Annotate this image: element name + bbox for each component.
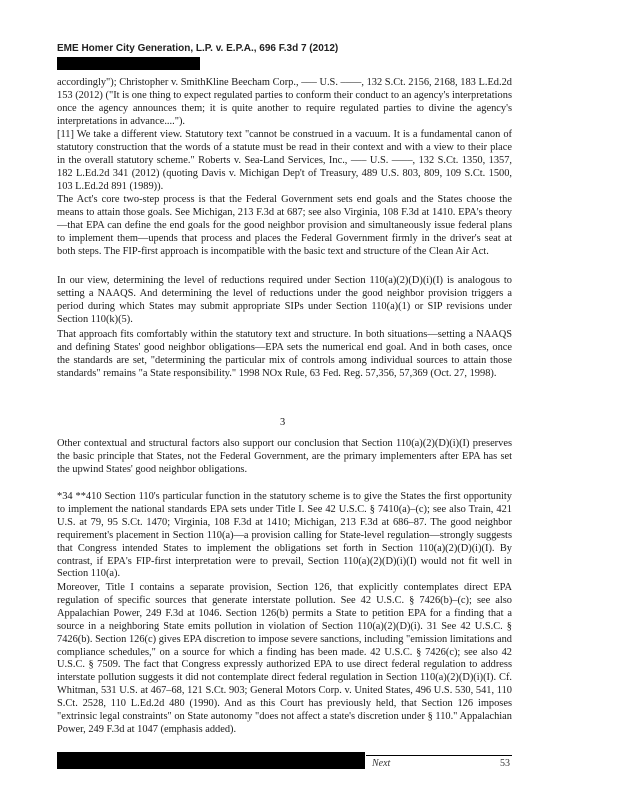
paragraph-1: accordingly"); Christopher v. SmithKline Beecham Corp., ––– U.S. ––––, 132 S.Ct. 2156, 2168, 183 L.Ed.2d 153 (2012) ("It is one thing to expect regulated parties to conform their conduct to an agency's interpretations once the agency announces them; it is quite another to require regulated parties to divine the agency's interpretations in advance...."). [57, 77, 512, 127]
paragraph-4: In our view, determining the level of reductions required under Section 110(a)(2)(D)(i)(I) is analogous to setting a NAAQS. And determining the level of reductions under the good neighbor provision triggers a period during which States may submit appropriate SIPs under Section 110(a)(1) or SIP revisions under Section 110(k)(5). [57, 275, 512, 325]
redaction-bar-footer [57, 752, 365, 769]
page-number: 53 [500, 758, 510, 769]
footer-rule [366, 755, 512, 756]
document-header-title: EME Homer City Generation, L.P. v. E.P.A., 696 F.3d 7 (2012) [57, 43, 339, 54]
next-label: Next [372, 758, 391, 769]
paragraph-8: Moreover, Title I contains a separate provision, Section 126, that explicitly contemplates direct EPA regulation of specific sources that generate interstate pollution. See 42 U.S.C. § 7426(b)–(c); see also Appalachian Power, 249 F.3d at 1046. Section 126(b) permits a State to petition EPA for a finding that a source in a neighboring State emits pollution in violation of Section 110(a)(2)(D)(i). 31 See 42 U.S.C. § 7426(b). Section 126(c) gives EPA discretion to impose severe sanctions, including "emission limitations and compliance schedules," on a source for which a finding has been made. 42 U.S.C. § 7426(c); see also 42 U.S.C. § 7509. The fact that Congress expressly authorized EPA to use direct federal regulation to address interstate pollution suggests it did not contemplate direct federal regulation in Section 110(a)(2)(D)(i)(I). Cf. Whitman, 531 U.S. at 467–68, 121 S.Ct. 903; General Motors Corp. v. United States, 496 U.S. 530, 541, 110 S.Ct. 2528, 110 L.Ed.2d 480 (1990). And as this Court has previously held, that Section 126 imposes "extrinsic legal constraints" on State autonomy "does not affect a state's discretion under § 110." Appalachian Power, 249 F.3d at 1047 (emphasis added). [57, 582, 512, 735]
paragraph-6: Other contextual and structural factors also support our conclusion that Section 110(a)(2)(D)(i)(I) preserves the basic principle that States, not the Federal Government, are the primary implementers after EPA has set the upwind States' good neighbor obligations. [57, 438, 512, 475]
footnote-marker: 3 [280, 417, 286, 428]
redaction-bar-top [57, 57, 200, 70]
paragraph-2: [11] We take a different view. Statutory text "cannot be construed in a vacuum. It is a fundamental canon of statutory construction that the words of a statute must be read in their context and with a view to their place in the overall statutory scheme." Roberts v. Sea-Land Services, Inc., ––– U.S. ––––, 132 S.Ct. 1350, 1357, 182 L.Ed.2d 341 (2012) (quoting Davis v. Michigan Dep't of Treasury, 489 U.S. 803, 809, 109 S.Ct. 1500, 103 L.Ed.2d 891 (1989)). [57, 129, 512, 192]
paragraph-7: *34 **410 Section 110's particular function in the statutory scheme is to give the States the first opportunity to implement the national standards EPA sets under Title I. See 42 U.S.C. § 7410(a)–(c); see also Train, 421 U.S. at 79, 95 S.Ct. 1470; Virginia, 108 F.3d at 1410; Michigan, 213 F.3d at 686–87. The good neighbor requirement's placement in Section 110(a)—a provision calling for State-level regulation—strongly suggests that Congress intended States to implement the obligations set forth in Section 110(a)(2)(D)(i)(I). By contrast, if EPA's FIP-first interpretation were to prevail, Section 110(a)(2)(D)(i)(I) would not fit well in Section 110(a). [57, 491, 512, 580]
paragraph-5: That approach fits comfortably within the statutory text and structure. In both situations—setting a NAAQS and defining States' good neighbor obligations—EPA sets the numerical end goal. And in both cases, once the standards are set, "determining the particular mix of controls among individual sources to attain those standards" remains "a State responsibility." 1998 NOx Rule, 63 Fed. Reg. 57,356, 57,369 (Oct. 27, 1998). [57, 329, 512, 379]
paragraph-3: The Act's core two-step process is that the Federal Government sets end goals and the States choose the means to attain those goals. See Michigan, 213 F.3d at 687; see also Virginia, 108 F.3d at 1410. EPA's theory—that EPA can define the end goals for the good neighbor provision and simultaneously issue federal plans to implement them—upends that process and places the Federal Government firmly in the driver's seat at both steps. The FIP-first approach is incompatible with the basic text and structure of the Clean Air Act. [57, 194, 512, 257]
